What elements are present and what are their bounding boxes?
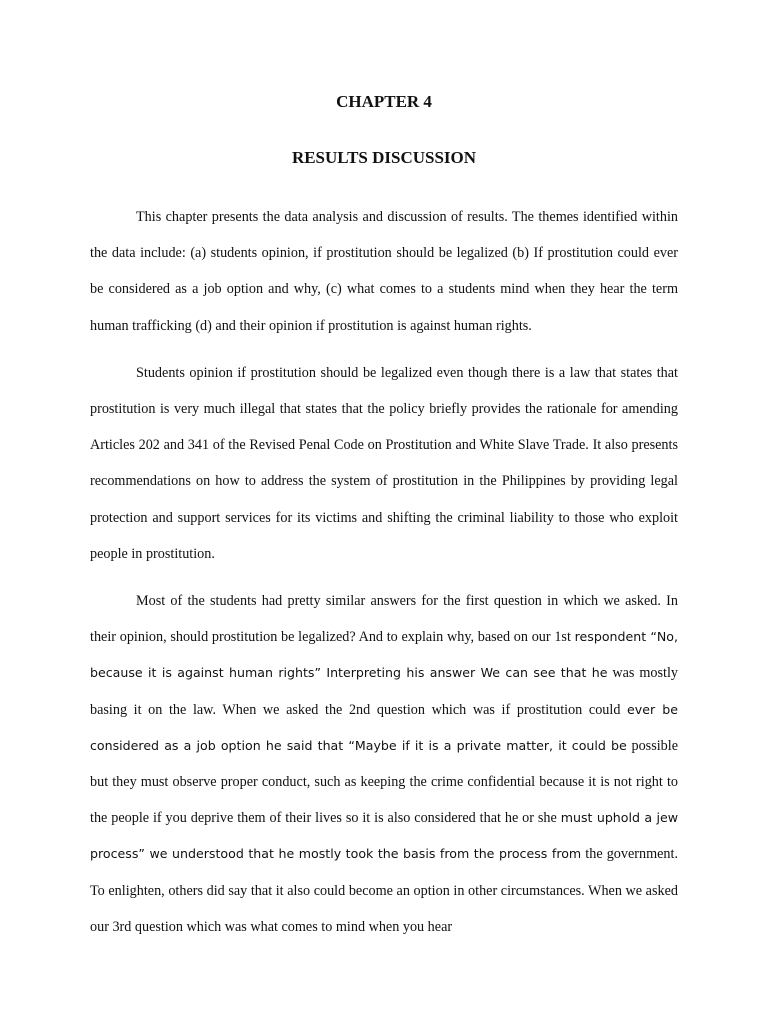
chapter-heading: CHAPTER 4 — [336, 92, 432, 111]
paragraph-responses — [90, 583, 678, 945]
paragraph-intro: This chapter presents the data analysis and discussion of results. The themes identified within the data include: (a) students opinion, if prostitution should be legalized (b) If prostitution could ever be considered as a job option and why, (c) what comes to a students mind when they hear the term human trafficking (d) and their opinion if prostitution is against human rights. — [90, 209, 678, 334]
responses-quote-3: must uphold a jew process” we understood that he mostly took the basis from the process from — [90, 810, 678, 862]
paragraph-legalization: Students opinion if prostitution should be legalized even though there is a law that states that prostitution is very much illegal that states that the policy briefly provides the rationale for amending Articles 202 and 341 of the Revised Penal Code on Prostitution and White Slave Trade. It also presents recommendations on how to address the system of prostitution in the Philippines by providing legal protection and support services for its victims and shifting the criminal liability to those who exploit people in prostitution. — [90, 364, 678, 562]
responses-quote-1: respondent “No, because it is against human rights” Interpreting his answer We can see that he — [90, 629, 679, 681]
responses-text-4: the government. To enlighten, others did say that it also could become an option in other circumstances. When we asked our 3rd question which was what comes to mind when you hear — [90, 846, 679, 935]
responses-text-1: Most of the students had pretty similar answers for the first question in which we asked. In their opinion, should prostitution be legalized? And to explain why, based on our 1st — [90, 593, 678, 646]
responses-quote-2: ever be considered as a job option he said that “Maybe if it is a private matter, it could be — [90, 701, 678, 753]
section-heading: RESULTS DISCUSSION — [291, 148, 477, 167]
responses-text-3: possible but they must observe proper conduct, such as keeping the crime confidential because it is not right to the people if you deprive them of their lives so it is also considered that he or she — [90, 737, 678, 827]
body-text — [90, 199, 678, 956]
responses-text-2: was mostly basing it on the law. When we asked the 2nd question which was if prostitution could — [90, 665, 678, 718]
